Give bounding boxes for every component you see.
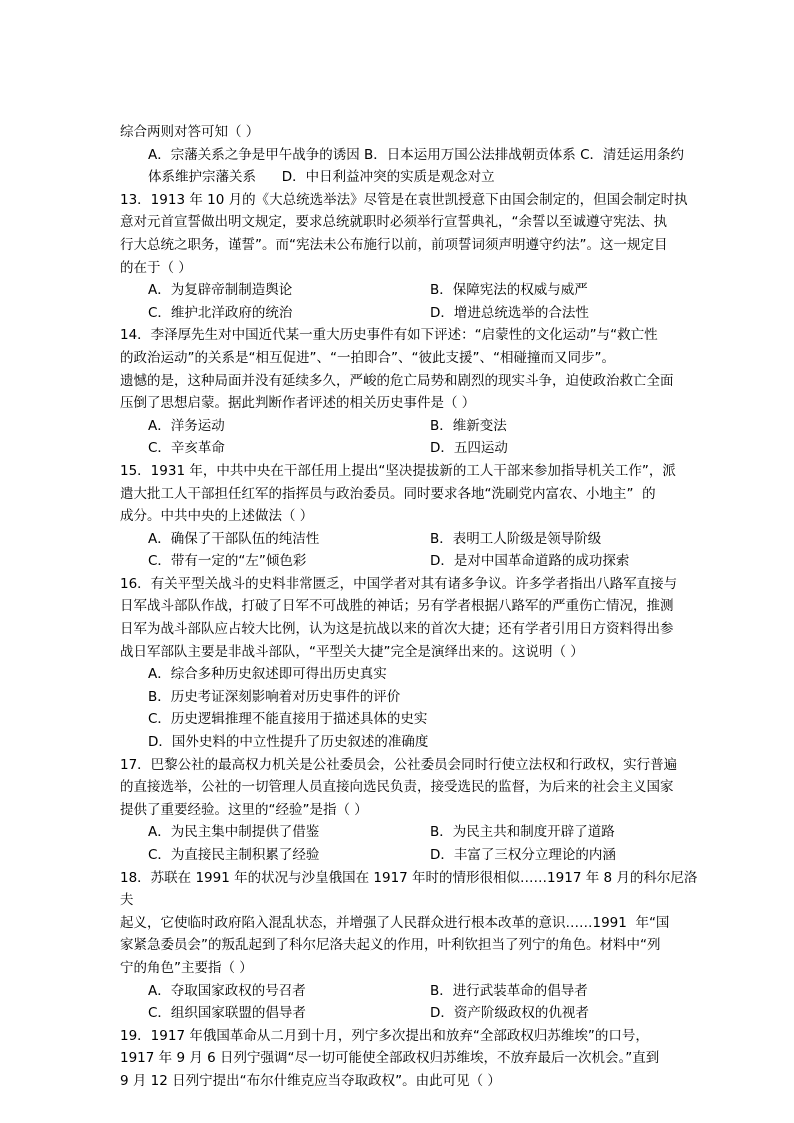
q18-option-c: C．组织国家联盟的倡导者 [148, 1005, 306, 1022]
q13-stem-line-4: 的在于（ ） [120, 259, 192, 276]
q14-stem-line-3: 遗憾的是，这种局面并没有延续多久，严峻的危亡局势和剧烈的现实斗争，迫使政治救亡全面 [120, 372, 674, 389]
q18-stem-line-2: 起义，它使临时政府陷入混乱状态，并增强了人民群众进行根本改革的意识……1991 年“国 [120, 914, 670, 931]
q17-stem-line-1: 17．巴黎公社的最高权力机关是公社委员会，公社委员会同时行使立法权和行政权，实行普遍 [120, 756, 678, 773]
q16-stem-line-2: 日军战斗部队作战，打破了日军不可战胜的神话；另有学者根据八路军的严重伤亡情况，推测 [120, 598, 674, 615]
q13-option-a: A．为复辟帝制制造舆论 [148, 282, 293, 299]
q15-option-c: C．带有一定的“左”倾色彩 [148, 553, 307, 570]
q14-option-b: B．维新变法 [430, 417, 507, 434]
q14-stem-line-1: 14．李泽厚先生对中国近代某一重大历史事件有如下评述：“启蒙性的文化运动”与“救亡性 [120, 327, 658, 344]
q18-option-d: D．资产阶级政权的仇视者 [430, 1005, 589, 1022]
q15-options-row-1 [120, 528, 700, 551]
q12-stem-tail: 综合两则对答可知（ ） [120, 124, 260, 140]
q15-option-b: B．表明工人阶级是领导阶级 [430, 530, 602, 547]
q17-option-b: B．为民主共和制度开辟了道路 [430, 824, 615, 841]
q17-stem-line-2: 的直接选举，公社的一切管理人员直接向选民负责，接受选民的监督，为后来的社会主义国家 [120, 779, 674, 796]
q15-option-d: D．是对中国革命道路的成功探索 [430, 553, 630, 570]
q17-option-d: D．丰富了三权分立理论的内涵 [430, 847, 616, 863]
q14-option-d: D．五四运动 [430, 440, 508, 457]
q13-stem-line-1: 13．1913 年 10 月的《大总统选举法》尽管是在袁世凯授意下由国会制定的，但国会制定时执 [120, 191, 688, 208]
q18-options-row-2 [120, 1002, 700, 1025]
q16-option-c: C．历史逻辑推理不能直接用于描述具体的史实 [148, 711, 428, 728]
q18-stem-line-1: 18．苏联在 1991 年的状况与沙皇俄国在 1917 年时的情形很相似……1917 年 8 月的科尔尼洛夫 [120, 869, 698, 909]
q13-options-row-1 [120, 279, 700, 302]
q14-stem-line-2: 的政治运动”的关系是“相互促进”、“一拍即合”、“彼此支援”、“相碰撞而又同步”。 [120, 349, 615, 366]
q13-option-b: B．保障宪法的权威与威严 [430, 282, 588, 299]
q18-options-row-1 [120, 980, 700, 1003]
q13-stem-line-3: 行大总统之职务，谨誓”。而“宪法未公布施行以前，前项誓词须声明遵守约法”。这一规定目 [120, 236, 668, 253]
q13-stem-line-2: 意对元首宣誓做出明文规定，要求总统就职时必须举行宣誓典礼，“余誓以至诚遵守宪法、执 [120, 214, 667, 231]
q17-option-a: A．为民主集中制提供了借鉴 [148, 824, 320, 841]
exam-page [120, 121, 700, 1093]
q16-option-b: B．历史考证深刻影响着对历史事件的评价 [148, 688, 401, 705]
q19-stem-line-1: 19．1917 年俄国革命从二月到十月，列宁多次提出和放弃“全部政权归苏维埃”的口号， [120, 1027, 649, 1044]
q18-option-b: B．进行武装革命的倡导者 [430, 982, 588, 999]
q18-option-a: A．夺取国家政权的号召者 [148, 982, 306, 999]
q13-option-c: C．维护北洋政府的统治 [148, 304, 293, 321]
q15-stem-line-3: 成分。中共中央的上述做法（ ） [120, 508, 314, 525]
q14-stem-line-4: 压倒了思想启蒙。据此判断作者评述的相关历史事件是（ ） [120, 395, 476, 412]
q12-options-line-1: A．宗藩关系之争是甲午战争的诱因 B．日本运用万国公法排战朝贡体系 C．清廷运用条约 [148, 146, 685, 163]
q15-option-a: A．确保了干部队伍的纯洁性 [148, 530, 320, 547]
q18-stem-line-4: 宁的角色”主要指（ ） [120, 959, 253, 976]
q16-option-a: A．综合多种历史叙述即可得出历史真实 [148, 666, 387, 683]
q17-stem-line-3: 提供了重要经验。这里的“经验”是指（ ） [120, 801, 368, 818]
q17-options-row-1 [120, 821, 700, 844]
q15-stem-line-1: 15．1931 年，中共中央在干部任用上提出“坚决提拔新的工人干部来参加指导机关工作”，派 [120, 462, 676, 479]
q14-options-row-1 [120, 415, 700, 438]
q16-stem-line-1: 16．有关平型关战斗的史料非常匮乏，中国学者对其有诸多争议。许多学者指出八路军直接与 [120, 575, 678, 592]
q17-option-c: C．为直接民主制积累了经验 [148, 847, 320, 863]
q14-option-c: C．辛亥革命 [148, 440, 225, 457]
q19-stem-line-3: 9 月 12 日列宁提出“布尔什维克应当夺取政权”。由此可见（ ） [120, 1072, 501, 1089]
q12-options-line-2: 体系维护宗藩关系 D．中日利益冲突的实质是观念对立 [148, 169, 495, 186]
q16-stem-line-4: 战日军部队主要是非战斗部队，“平型关大捷”完全是演绎出来的。这说明（ ） [120, 643, 584, 660]
q13-option-d: D．增进总统选举的合法性 [430, 304, 589, 321]
q15-options-row-2 [120, 550, 700, 573]
q15-stem-line-2: 遣大批工人干部担任红军的指挥员与政治委员。同时要求各地“洗刷党内富农、小地主” 的 [120, 485, 656, 502]
q14-option-a: A．洋务运动 [148, 417, 225, 434]
q13-options-row-2 [120, 302, 700, 325]
q16-option-d: D．国外史料的中立性提升了历史叙述的准确度 [148, 734, 429, 751]
q18-stem-line-3: 家紧急委员会”的叛乱起到了科尔尼洛夫起义的作用，叶利钦担当了列宁的角色。材料中“列 [120, 937, 661, 954]
q17-options-row-2 [120, 844, 700, 867]
q16-stem-line-3: 日军为战斗部队应占较大比例，认为这是抗战以来的首次大捷；还有学者引用日方资料得出参 [120, 621, 674, 638]
q14-options-row-2 [120, 437, 700, 460]
q19-stem-line-2: 1917 年 9 月 6 日列宁强调“尽一切可能使全部政权归苏维埃，不放弃最后一次机会。”直到 [120, 1050, 660, 1067]
